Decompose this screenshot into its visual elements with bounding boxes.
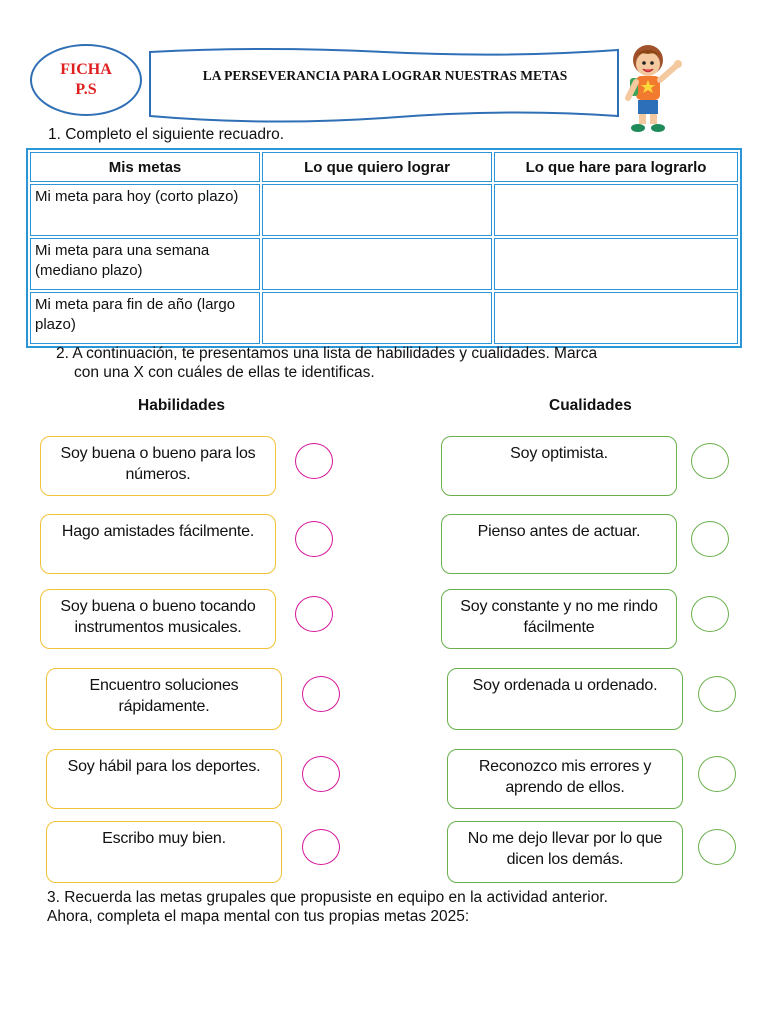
- plan-input-cell[interactable]: [494, 292, 738, 344]
- goal-label: Mi meta para una semana (mediano plazo): [30, 238, 260, 290]
- question-3-line1: 3. Recuerda las metas grupales que propusiste en equipo en la actividad anterior.: [47, 889, 608, 906]
- habilidad-checkbox-circle[interactable]: [295, 596, 333, 632]
- cualidad-option: Soy optimista.: [441, 436, 677, 496]
- habilidad-checkbox-circle[interactable]: [302, 829, 340, 865]
- column-header: Mis metas: [30, 152, 260, 182]
- habilidad-checkbox-circle[interactable]: [302, 756, 340, 792]
- ficha-line2: P.S: [75, 81, 97, 98]
- habilidad-option: Encuentro soluciones rápidamente.: [46, 668, 282, 730]
- plan-input-cell[interactable]: [494, 184, 738, 236]
- cualidad-option: Pienso antes de actuar.: [441, 514, 677, 574]
- habilidad-checkbox-circle[interactable]: [295, 521, 333, 557]
- cualidad-checkbox-circle[interactable]: [691, 443, 729, 479]
- column-header: Lo que quiero lograr: [262, 152, 492, 182]
- table-row: [30, 184, 738, 236]
- habilidad-checkbox-circle[interactable]: [302, 676, 340, 712]
- cualidad-option: Soy constante y no me rindo fácilmente: [441, 589, 677, 649]
- goal-input-cell[interactable]: [262, 292, 492, 344]
- habilidad-option: Escribo muy bien.: [46, 821, 282, 883]
- plan-input-cell[interactable]: [494, 238, 738, 290]
- habilidad-option: Hago amistades fácilmente.: [40, 514, 276, 574]
- cualidad-checkbox-circle[interactable]: [691, 521, 729, 557]
- question-2-prompt-line2: con una X con cuáles de ellas te identificas.: [74, 364, 375, 381]
- habilidades-title: Habilidades: [138, 397, 225, 414]
- child-illustration-icon: [618, 40, 686, 136]
- cualidad-option: No me dejo llevar por lo que dicen los demás.: [447, 821, 683, 883]
- table-row: [30, 292, 738, 344]
- question-3-line2: Ahora, completa el mapa mental con tus propias metas 2025:: [47, 908, 470, 925]
- column-header: Lo que hare para lograrlo: [494, 152, 738, 182]
- cualidades-title: Cualidades: [549, 397, 632, 414]
- table-header-row: [30, 152, 738, 182]
- question-1-prompt: 1. Completo el siguiente recuadro.: [48, 126, 285, 143]
- cualidad-checkbox-circle[interactable]: [698, 829, 736, 865]
- cualidad-option: Soy ordenada u ordenado.: [447, 668, 683, 730]
- habilidad-checkbox-circle[interactable]: [295, 443, 333, 479]
- goal-label: Mi meta para hoy (corto plazo): [30, 184, 260, 236]
- cualidad-option: Reconozco mis errores y aprendo de ellos.: [447, 749, 683, 809]
- question-2-prompt-line1: 2. A continuación, te presentamos una lista de habilidades y cualidades. Marca: [56, 345, 598, 362]
- ficha-line1: FICHA: [60, 61, 112, 78]
- cualidad-checkbox-circle[interactable]: [698, 756, 736, 792]
- habilidad-option: Soy hábil para los deportes.: [46, 749, 282, 809]
- habilidad-option: Soy buena o bueno para los números.: [40, 436, 276, 496]
- page-title: LA PERSEVERANCIA PARA LOGRAR NUESTRAS METAS: [202, 68, 568, 83]
- goal-input-cell[interactable]: [262, 184, 492, 236]
- goal-label: Mi meta para fin de año (largo plazo): [30, 292, 260, 344]
- habilidad-option: Soy buena o bueno tocando instrumentos musicales.: [40, 589, 276, 649]
- title-banner: [146, 46, 622, 128]
- table-row: [30, 238, 738, 290]
- goal-input-cell[interactable]: [262, 238, 492, 290]
- goals-table: [26, 148, 742, 348]
- ficha-badge: [30, 44, 142, 116]
- cualidad-checkbox-circle[interactable]: [691, 596, 729, 632]
- cualidad-checkbox-circle[interactable]: [698, 676, 736, 712]
